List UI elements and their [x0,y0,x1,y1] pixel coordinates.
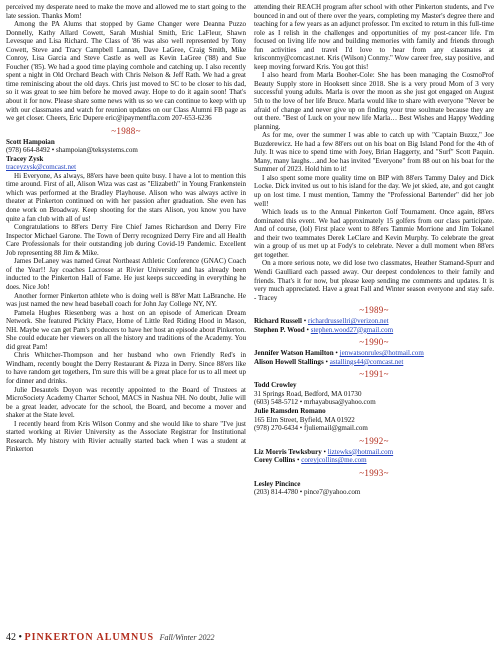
class-year-heading: ~1988~ [111,125,141,136]
contact-line[interactable]: (603) 548-5712 • mrhayabusa@yahoo.com [254,398,376,407]
class-year-heading: ~1989~ [359,305,389,316]
email-link[interactable]: richardrussellri@verizon.net [307,317,389,326]
correspondent-name: Julie Ramsden Romano [254,406,326,415]
paragraph: attending their REACH program after school with other Pinkerton students, and I've bounced in and out of there over the years, completing my Master's degree there and teaching for a few years as an adjunct professor. I'm excited to return in this full-time role as I relish in the challenges and opportunities of my post-cancer life. I'm focused on living life now and building memories with family and friends through fun activities and travel I'd love to hear from any classmates at krisconmy@comcast.net. Kris (Wilson) Conmy." Wow career free, stay positive, and keep moving forward Kris. You got this! [254,3,494,71]
paragraph: perceived my desperate need to make the move and allowed me to start going to the late session. Thanks Mom! [6,3,246,20]
magazine-title: PINKERTON ALUMNUS [24,632,155,643]
correspondent-name: Alison Howell Stallings [254,357,324,366]
right-column [254,3,494,629]
email-link[interactable]: liztewks@hotmail.com [327,447,394,456]
class-year-heading: ~1993~ [359,467,389,478]
correspondent-name: Jennifer Watson Hamilton [254,349,334,358]
class-year-heading: ~1990~ [359,337,389,348]
contact-line[interactable]: (978) 664-8492 • shampoian@teksystems.com [6,146,138,155]
email-link[interactable]: stephen.wood27@gmail.com [310,325,394,334]
page-number: 42 [6,632,16,643]
contact-line: Stephen P. Wood • stephen.wood27@gmail.com [254,325,394,334]
paragraph: Which leads us to the Annual Pinkerton Golf Tournament. Once again, 88'ers dominated this event. We had approximately 15 golfers from our class participate. And of course, (lol) First place went to 88'ers Tammie Morrione and Jim Tokanel and their two teammates Derek LeClare and Kevin Murphy. To celebrate the great win a group of us met up at Fody's to celebrate. Never a dull moment when 88'ers get together. [254,208,494,259]
correspondent-name: Liz Morris Tewksbury [254,447,322,456]
correspondent-name: Lesley Pincince [254,479,301,488]
contact-line[interactable]: (203) 814-4780 • pince7@yahoo.com [254,488,361,497]
correspondent-name: Corey Collins [254,456,296,465]
email-link[interactable]: traceyzysk@comcast.net [6,163,77,172]
paragraph: James DeLaney was named Great Northeast Athletic Conference (GNAC) Coach of the Year!! Jay coaches Lacrosse at Rivier University and has already been inducted to the Pinkerton Hall of Fame. He just keeps succeeding in everything he does. Nice Job! [6,257,246,291]
paragraph: On a more serious note, we did lose two classmates, Heather Stamand-Spurr and Wendi Gaulliard each passed away. Our deepest condolences to their family and friends. That's it for now, but please keep sending me comments and updates. It is very much appreciated. Have a great Fall and Winter season everyone and stay safe. - Tracey [254,259,494,302]
class-correspondent [254,407,494,416]
contact-line: Corey Collins • coreyjcollins@me.com [254,456,367,465]
paragraph: Among the PA Alums that stopped by Game Changer were Deanna Puzzo Donnelly, Kathy Allard Cowett, Sarah Mushial Smith, Eric LaFleur, Shawn Levesque and Lisa Richard. The Class of '86 was also well represented by Tony Cowett, Steve and Tracy Campbell Lannan, Dave LaGree, Craig Smith, Mike Conroy, Lisa Garcia and Steve Castle as well as Kevin LaGree ('88) and Sue Foucher ('85). We had a good time playing cornhole and catching up. I also recently spent a night in Old Orchard Beach with Chris Nelson & Jeff Rath. We had a great time reminiscing about the old days. Chris just moved to SC to be closer to his dad, so it was great to see him before he moved away. Hope to do it again soon! That's about it for now. Please share some news with us so we can continue to keep with up with our classmates and watch for reunion updates on our Class Alumni FB page as we get closer. Cheers, Eric Dupere eric@ipaymentfla.com 207-653-6236 [6,20,246,123]
class-correspondent [6,138,246,147]
class-correspondent [6,155,246,164]
class-year-heading: ~1992~ [359,435,389,446]
left-column [6,3,246,629]
issue-label: Fall/Winter 2022 [159,633,215,642]
paragraph: Hi Everyone, As always, 88'ers have been quite busy. I have a lot to mention this time around. First of all, Alison Wiza was cast as "Elizabeth" in Young Frankenstein which was performed at the Bradley Playhouse. Alison who was always active in theater at Pinkerton continued on with her passion after graduation. She even has done work on Broadway. Keep shooting for the stars Alison, you know you have quite a fan club with all of us! [6,171,246,223]
address-line: 165 Elm Street, Byfield, MA 01922 [254,415,355,424]
class-correspondent [254,480,494,489]
paragraph: I recently heard from Kris Wilson Conmy and she would like to share "I've just started working at Rivier University as the Associate Registrar for Institutional Research. My history with Rivier actually started back when I was a student at Pinkerton [6,419,246,454]
contact-line: Richard Russell • richardrussellri@verizon.net [254,317,389,326]
paragraph: As for me, over the summer I was able to catch up with "Captain Buzzz," Joe Buzderewicz. He had a few 88'ers out on his boat on Big Island Pond for the 4th of July. It was nice to spend time with Joey, Brian Haggerty, and "Surf" Scott Paquin. Many, many laughs…and Joe has invited "Everyone" from 88 out on his boat for the Summer of 2023. Hold him to it! [254,131,494,174]
email-link[interactable]: astallings44@comcast.net [329,357,404,366]
paragraph: Another former Pinkerton athlete who is doing well is 88'er Matt LaBranche. He was just named the new head baseball coach for John Jay College NY, NY. [6,291,246,309]
correspondent-name: Tracey Zysk [6,154,44,163]
class-year-heading: ~1991~ [359,369,389,380]
contact-line: Jennifer Watson Hamilton • jenwatsonrules@hotmail.com [254,349,424,358]
two-column-body [6,3,494,629]
paragraph: Chris Whitcher-Thompson and her husband who own Friendly Red's in Windham, recently bought the Derry Restaurant & Pizza in Derry. Since 88'ers like to have random get togethers, I'm sure this will be a great place for us to all meet up for dinner and drinks. [6,351,246,385]
class-correspondent [254,381,494,390]
email-link[interactable]: coreyjcollins@me.com [301,456,367,465]
correspondent-name: Stephen P. Wood [254,325,305,334]
paragraph: Congratulations to 88'ers Derry Fire Chief James Richardson and Derry Fire Inspector Michael Garone. The Town of Derry recognized Derry Fire and all Health Care Professionals for their outstanding job during Covid-19 Pandemic. Excellent Job representing 88 Jim & Mike. [6,223,246,257]
paragraph: I also spent some more quality time on BIP with 88'ers Tammy Daley and Dick Locke. Dick invited us out to his island for the day. We jet skied, ate, and got caught up on lost time. I must mention, Tammy the "Professional Bartender" did her job well! [254,173,494,208]
correspondent-name: Todd Crowley [254,381,297,390]
contact-line: Liz Morris Tewksbury • liztewks@hotmail.com [254,447,394,456]
correspondent-name: Scott Hampoian [6,137,55,146]
contact-line[interactable]: (978) 270-6434 • fjuliemail@gmail.com [254,424,368,433]
paragraph: Julie Desautels Doyon was recently appointed to the Board of Trustees at MicroSociety Academy Charter School, MACS in Nashua NH. No doubt, Julie will be a great leader, advocate for the school, the Board, and become a mover and shaker at the State level. [6,385,246,420]
address-line: 31 Springs Road, Bedford, MA 01730 [254,389,362,398]
correspondent-name: Richard Russell [254,317,302,326]
contact-line: Alison Howell Stallings • astallings44@comcast.net [254,357,404,366]
page-footer: 42 • PINKERTON ALUMNUS Fall/Winter 2022 [6,632,215,643]
email-link[interactable]: jenwatsonrules@hotmail.com [339,349,424,358]
paragraph: I also heard from Marla Booher-Cole: She has been managing the CosmoProf Beauty Supply store in Hooksett since 2018. She is a very proud Mom of 3 very successful young adults. Marla is over the moon as she just got engaged on August 5th to the love of her life Bruce. Marla would like to share with everyone "Never be afraid of change and never give up on finding your true soulmate because they are out there. "Best of Luck on your new life Marla… Best Wishes and Happy Wedding planning. [254,71,494,131]
paragraph: Pamela Hughes Riesenberg was a host on an episode of American Dream Network. She featured Pickity Place, Home of Little Red Riding Hood in Mason, NH. Maybe we can get Pam's producers to have her host an episode about Pinkerton. She could educate her viewers on all the history and traditions of the Academy. You did great Pam! [6,308,246,351]
